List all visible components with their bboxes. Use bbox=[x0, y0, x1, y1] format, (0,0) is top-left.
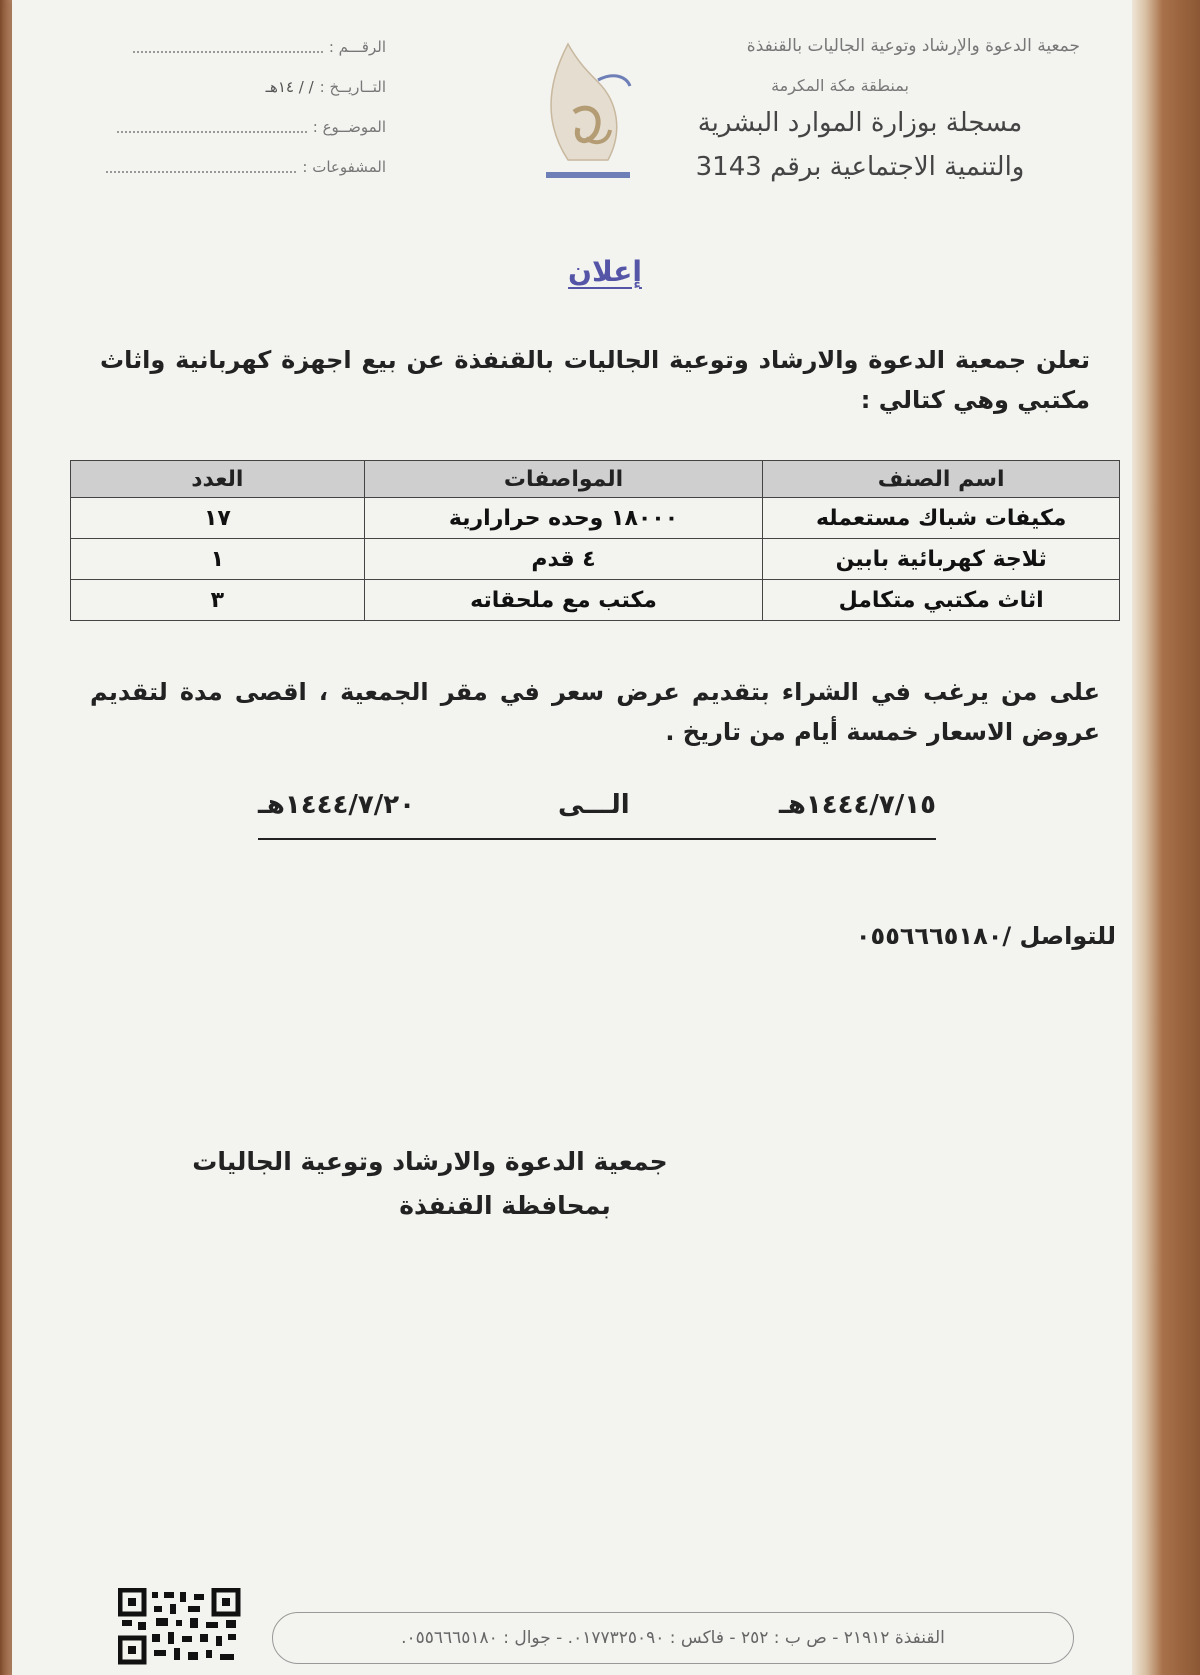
item-spec-cell: ١٨٠٠٠ وحده حرارارية bbox=[364, 498, 763, 539]
contact-line: للتواصل /٠٥٥٦٦٦٥١٨٠ bbox=[855, 922, 1116, 950]
meta-attachments-row bbox=[86, 158, 386, 176]
organization-logo bbox=[538, 42, 638, 184]
subject-label: الموضــوع : bbox=[312, 118, 386, 136]
attachments-label: المشفوعات : bbox=[302, 158, 386, 176]
date-from: ١٤٤٤/٧/١٥هـ bbox=[779, 790, 936, 820]
item-name-cell: ثلاجة كهربائية بابين bbox=[763, 539, 1120, 580]
offer-paragraph: على من يرغب في الشراء بتقديم عرض سعر في مقر الجمعية ، اقصى مدة لتقديم عروض الاسعار خمسة أيام من تاريخ . bbox=[90, 678, 1100, 746]
item-name-cell: مكيفات شباك مستعمله bbox=[763, 498, 1120, 539]
subject-field bbox=[117, 121, 307, 133]
table-header-row bbox=[71, 461, 1120, 498]
announcement-title: إعلان bbox=[568, 255, 642, 288]
item-name-cell: اثاث مكتبي متكامل bbox=[763, 580, 1120, 621]
number-label: الرقـــم : bbox=[328, 38, 386, 56]
signature-block bbox=[160, 1140, 700, 1228]
footer-text: القنفذة ٢١٩١٢ - ص ب : ٢٥٢ - فاكس : ٠١٧٧٣٢٥٠٩٠. - جوال : ٠٥٥٦٦٦٥١٨٠. bbox=[401, 1628, 945, 1648]
signature-line-2: بمحافظة القنفذة bbox=[399, 1191, 611, 1220]
intro-paragraph: تعلن جمعية الدعوة والارشاد وتوعية الجاليات بالقنفذة عن بيع اجهزة كهربانية واثاث مكتبي وهي كتالي : bbox=[100, 346, 1090, 414]
item-spec-cell: مكتب مع ملحقاته bbox=[364, 580, 763, 621]
registration-line-2: والتنمية الاجتماعية برقم 3143 bbox=[695, 152, 1025, 182]
footer-contact-box bbox=[272, 1612, 1074, 1664]
item-qty-cell: ١ bbox=[71, 539, 365, 580]
meta-number-row bbox=[86, 38, 386, 56]
org-name: جمعية الدعوة والإرشاد وتوعية الجاليات بالقنفذة bbox=[746, 36, 1080, 56]
paper-right-edge bbox=[1132, 0, 1200, 1675]
date-field: / / ١٤هـ bbox=[265, 78, 314, 96]
number-field bbox=[133, 41, 323, 53]
header-item-name: اسم الصنف bbox=[763, 461, 1120, 498]
org-region: بمنطقة مكة المكرمة bbox=[771, 76, 909, 95]
date-to-word: الـــى bbox=[558, 790, 630, 820]
signature-line-1: جمعية الدعوة والارشاد وتوعية الجاليات bbox=[192, 1147, 668, 1176]
date-to: ١٤٤٤/٧/٢٠هـ bbox=[258, 790, 415, 820]
offer-date-range bbox=[258, 790, 936, 840]
registration-line-1: مسجلة بوزارة الموارد البشرية bbox=[697, 108, 1023, 138]
item-spec-cell: ٤ قدم bbox=[364, 539, 763, 580]
item-qty-cell: ١٧ bbox=[71, 498, 365, 539]
header-quantity: العدد bbox=[71, 461, 365, 498]
meta-date-row bbox=[86, 78, 386, 96]
qr-code bbox=[118, 1588, 242, 1666]
item-qty-cell: ٣ bbox=[71, 580, 365, 621]
attachments-field bbox=[106, 161, 296, 173]
header-specifications: المواصفات bbox=[364, 461, 763, 498]
table-row bbox=[71, 580, 1120, 621]
date-label: التــاريــخ : bbox=[319, 78, 386, 96]
meta-subject-row bbox=[86, 118, 386, 136]
table-row bbox=[71, 498, 1120, 539]
items-table bbox=[70, 460, 1120, 621]
table-row bbox=[71, 539, 1120, 580]
